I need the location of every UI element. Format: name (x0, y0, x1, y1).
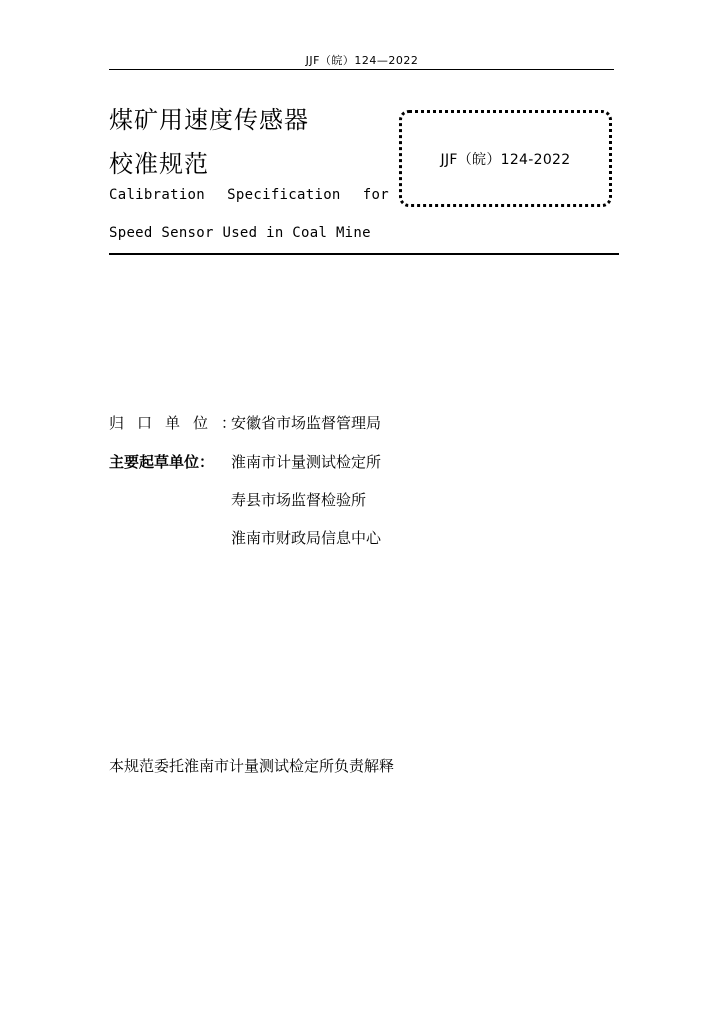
standard-code-box (399, 110, 612, 207)
header-code: JJF（皖）124—2022 (305, 54, 419, 67)
english-word-for: for (362, 187, 389, 203)
english-word-specification: Specification (227, 187, 341, 203)
title-divider (109, 253, 619, 255)
title-line-2: 校准规范 (109, 150, 209, 178)
title-line-1: 煤矿用速度传感器 (109, 106, 309, 134)
header-divider (109, 69, 614, 70)
english-word-calibration: Calibration (109, 187, 206, 203)
drafting-units-label: 主要起草单位： (109, 453, 215, 471)
responsible-unit-label: 归口单位： (109, 414, 250, 432)
drafting-unit-3: 淮南市财政局信息中心 (231, 529, 382, 547)
responsible-unit-value: 安徽省市场监督管理局 (231, 414, 382, 432)
standard-code: JJF（皖）124-2022 (440, 151, 571, 168)
drafting-unit-1: 淮南市计量测试检定所 (231, 453, 382, 471)
drafting-unit-2: 寿县市场监督检验所 (231, 491, 367, 509)
english-title-line-1 (109, 187, 389, 203)
interpretation-note: 本规范委托淮南市计量测试检定所负责解释 (109, 757, 395, 775)
english-title-line-2: Speed Sensor Used in Coal Mine (109, 225, 371, 241)
